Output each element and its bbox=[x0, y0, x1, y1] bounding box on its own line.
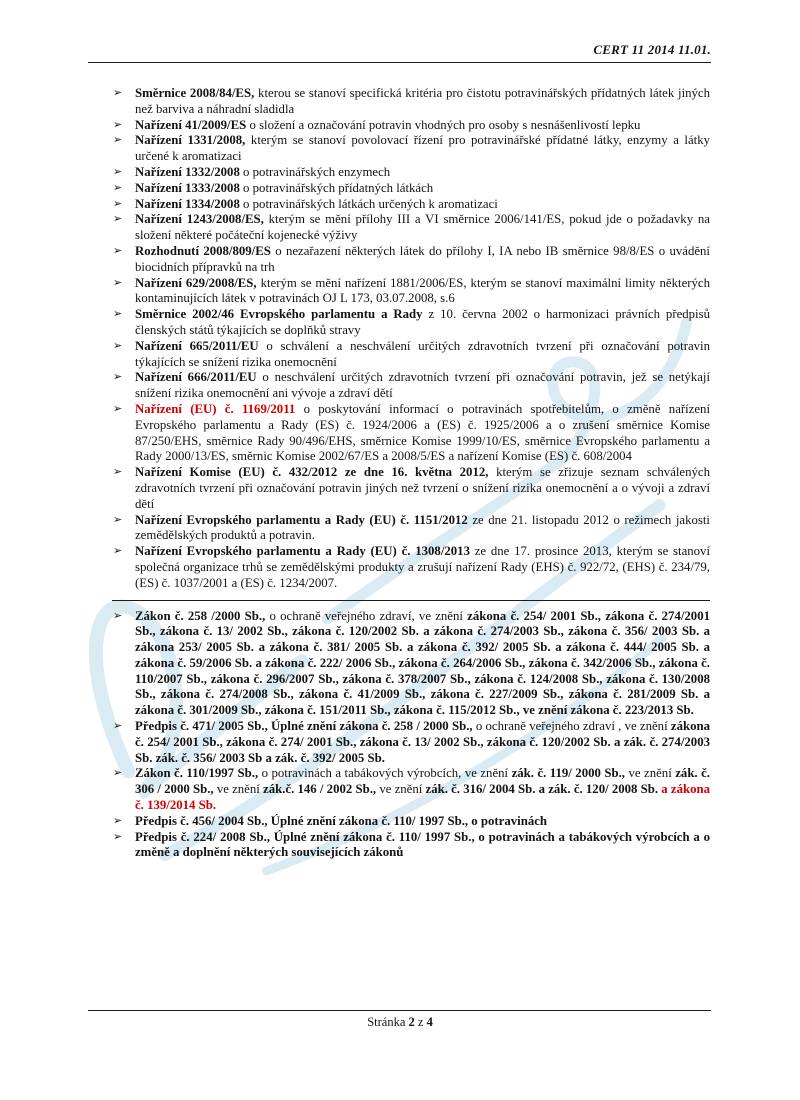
list-item-text: Nařízení 1334/2008 o potravinářských látkách určených k aromatizaci bbox=[135, 196, 498, 211]
list-item-text: Nařízení 1333/2008 o potravinářských přídatných látkách bbox=[135, 180, 434, 195]
list-item bbox=[112, 307, 710, 339]
arrow-bullet-icon: ➢ bbox=[113, 308, 123, 321]
list-item-text: Zákon č. 258 /2000 Sb., o ochraně veřejného zdraví, ve znění zákona č. 254/ 2001 Sb., zákona č. 274/2001 Sb., zákona č. 13/ 2002 Sb., zákona č. 120/2002 Sb. a zákona č. 274/2003 Sb., zákona č. 356/ 2003 Sb. a zákona 253/ 2005 Sb. a zákona č. 381/ 2005 Sb. a zákona č. 392/ 2005 Sb. a zákona č. 444/ 2005 Sb. a zákona č. 59/2006 Sb. a zákona č. 222/ 2006 Sb., zákona č. 264/2006 Sb., zákona č. 342/2006 Sb., zákona č. 110/2007 Sb., zákona č. 296/2007 Sb., zákona č. 378/2007 Sb., zákona č. 124/2008 Sb., zákona č. 130/2008 Sb., zákona č. 274/2008 Sb., zákona č. 41/2009 Sb., zákona č. 227/2009 Sb., zákona č. 281/2009 Sb. a zákona č. 301/2009 Sb., zákona č. 151/2011 Sb., zákona č. 115/2012 Sb., ve znění zákona č. 223/2013 Sb. bbox=[135, 608, 710, 718]
list-item bbox=[112, 86, 710, 118]
list-item bbox=[112, 544, 710, 591]
list-item bbox=[112, 830, 710, 862]
arrow-bullet-icon: ➢ bbox=[113, 339, 123, 352]
list-item-text: Zákon č. 110/1997 Sb., o potravinách a tabákových výrobcích, ve znění zák. č. 119/ 2000 Sb., ve znění zák. č. 306 / 2000 Sb., ve znění zák.č. 146 / 2002 Sb., ve znění zák. č. 316/ 2004 Sb. a zák. č. 120/ 2008 Sb. a zákona č. 139/2014 Sb. bbox=[135, 766, 711, 813]
list-item bbox=[112, 402, 710, 465]
list-item-text: Směrnice 2008/84/ES, kterou se stanoví specifická kritéria pro čistotu potravinářských přídatných látek jiných než barviva a náhradní sladidla bbox=[135, 86, 710, 116]
list-item bbox=[112, 118, 710, 134]
arrow-bullet-icon: ➢ bbox=[113, 545, 123, 558]
arrow-bullet-icon: ➢ bbox=[113, 276, 123, 289]
header-rule bbox=[88, 62, 711, 63]
footer-total-pages: 4 bbox=[426, 1015, 433, 1029]
list-item bbox=[112, 766, 710, 813]
arrow-bullet-icon: ➢ bbox=[113, 371, 123, 384]
arrow-bullet-icon: ➢ bbox=[113, 87, 123, 99]
list-item-text: Nařízení 1331/2008, kterým se stanoví povolovací řízení pro potravinářské přídatné látky, enzymy a látky určené k aromatizaci bbox=[135, 133, 710, 164]
footer-rule bbox=[88, 1010, 711, 1011]
list-item-text: Nařízení 41/2009/ES o složení a označování potravin vhodných pro osoby s nesnášenlivostí lepku bbox=[135, 117, 641, 132]
list-item-text: Nařízení (EU) č. 1169/2011 o poskytování informací o potravinách spotřebitelům, o změně nařízení Evropského parlamentu a Rady (ES) č. 1924/2006 a (ES) č. 1925/2006 a o zrušení směrnice Komise 87/250/EHS, směrnice Rady 90/496/EHS, směrnice Komise 1999/10/ES, směrnice Evropského parlamentu a Rady 2000/13/ES, směrnic Komise 2002/67/ES a 2008/5/ES a nařízení Komise (ES) č. 608/2004 bbox=[135, 401, 711, 464]
arrow-bullet-icon: ➢ bbox=[113, 244, 123, 257]
arrow-bullet-icon: ➢ bbox=[113, 165, 123, 178]
list-item bbox=[112, 212, 710, 244]
list-item bbox=[112, 197, 710, 213]
list-item bbox=[112, 465, 710, 512]
footer-prefix: Stránka bbox=[367, 1015, 409, 1029]
eu-regulations-list bbox=[112, 86, 710, 592]
arrow-bullet-icon: ➢ bbox=[113, 118, 123, 131]
list-item bbox=[112, 814, 710, 830]
arrow-bullet-icon: ➢ bbox=[113, 609, 123, 622]
arrow-bullet-icon: ➢ bbox=[113, 466, 123, 479]
list-item bbox=[112, 133, 710, 165]
header-document-code: CERT 11 2014 11.01. bbox=[593, 42, 711, 57]
list-item bbox=[112, 370, 710, 402]
arrow-bullet-icon: ➢ bbox=[113, 402, 123, 415]
document-body bbox=[112, 86, 710, 861]
arrow-bullet-icon: ➢ bbox=[113, 213, 123, 226]
list-item bbox=[112, 609, 710, 720]
list-item-text: Rozhodnutí 2008/809/ES o nezařazení některých látek do přílohy I, IA nebo IB směrnice 98/8/ES o uvádění biocidních přípravků na trh bbox=[135, 243, 710, 274]
footer-separator: z bbox=[414, 1015, 427, 1029]
list-item-text: Nařízení 1332/2008 o potravinářských enzymech bbox=[135, 164, 391, 179]
list-item bbox=[112, 513, 710, 545]
arrow-bullet-icon: ➢ bbox=[113, 767, 123, 780]
list-item bbox=[112, 165, 710, 181]
list-item bbox=[112, 276, 710, 308]
list-item-text: Nařízení 665/2011/EU o schválení a neschválení určitých zdravotních tvrzení při označování potravin týkajících se snížení rizika onemocnění bbox=[135, 338, 710, 369]
arrow-bullet-icon: ➢ bbox=[113, 197, 123, 210]
arrow-bullet-icon: ➢ bbox=[113, 513, 123, 526]
arrow-bullet-icon: ➢ bbox=[113, 181, 123, 194]
arrow-bullet-icon: ➢ bbox=[113, 720, 123, 733]
list-item-text: Předpis č. 456/ 2004 Sb., Úplné znění zákona č. 110/ 1997 Sb., o potravinách bbox=[135, 813, 548, 828]
arrow-bullet-icon: ➢ bbox=[113, 814, 123, 827]
list-item-text: Nařízení 629/2008/ES, kterým se mění nařízení 1881/2006/ES, kterým se stanoví maximální limity některých kontaminujících látek v potravinách OJ L 173, 03.07.2008, s.6 bbox=[135, 275, 710, 306]
page-number-footer bbox=[0, 1015, 800, 1030]
footer-page-number: 2 bbox=[408, 1015, 415, 1029]
list-item-text: Směrnice 2002/46 Evropského parlamentu a Rady z 10. června 2002 o harmonizaci právních předpisů členských států týkajících se doplňků stravy bbox=[135, 307, 710, 337]
list-item bbox=[112, 719, 710, 766]
list-item-text: Nařízení 1243/2008/ES, kterým se mění přílohy III a VI směrnice 2006/141/ES, pokud jde o požadavky na složení některé počáteční kojenecké výživy bbox=[135, 212, 710, 243]
list-item-text: Nařízení Evropského parlamentu a Rady (EU) č. 1308/2013 ze dne 17. prosince 2013, kterým se stanoví společná organizace trhů se zemědělskými produkty a zrušují nařízení Rady (EHS) č. 922/72, (EHS) č. 234/79, (ES) č. 1037/2001 a (ES) č. 1234/2007. bbox=[135, 544, 710, 590]
list-item-text: Nařízení Evropského parlamentu a Rady (EU) č. 1151/2012 ze dne 21. listopadu 2012 o režimech jakosti zemědělských produktů a potravin. bbox=[135, 512, 710, 543]
list-item-text: Nařízení Komise (EU) č. 432/2012 ze dne 16. května 2012, kterým se zřizuje seznam schválených zdravotních tvrzení při označování potravin jiných než tvrzení o snížení rizika onemocnění a o vývoji a zdraví dětí bbox=[135, 465, 710, 511]
national-laws-list bbox=[112, 609, 710, 862]
arrow-bullet-icon: ➢ bbox=[113, 830, 123, 843]
list-item-text: Předpis č. 224/ 2008 Sb., Úplné znění zákona č. 110/ 1997 Sb., o potravinách a tabákových výrobcích a o změně a doplnění některých souvisejících zákonů bbox=[135, 829, 710, 860]
section-divider bbox=[112, 600, 710, 601]
list-item-text: Předpis č. 471/ 2005 Sb., Úplné znění zákona č. 258 / 2000 Sb., o ochraně veřejného zdraví , ve znění zákona č. 254/ 2001 Sb., zákona č. 274/ 2001 Sb., zákona č. 13/ 2002 Sb., zákona č. 120/2002 Sb. a zák. č. 274/2003 Sb. zák. č. 356/ 2003 Sb a zák. č. 392/ 2005 Sb. bbox=[135, 719, 710, 765]
list-item bbox=[112, 181, 710, 197]
list-item-text: Nařízení 666/2011/EU o neschválení určitých zdravotních tvrzení při označování potravin, jež se netýkají snížení rizika onemocnění ani vývoje a zdraví dětí bbox=[135, 370, 710, 401]
list-item bbox=[112, 244, 710, 276]
list-item bbox=[112, 339, 710, 371]
arrow-bullet-icon: ➢ bbox=[113, 134, 123, 147]
